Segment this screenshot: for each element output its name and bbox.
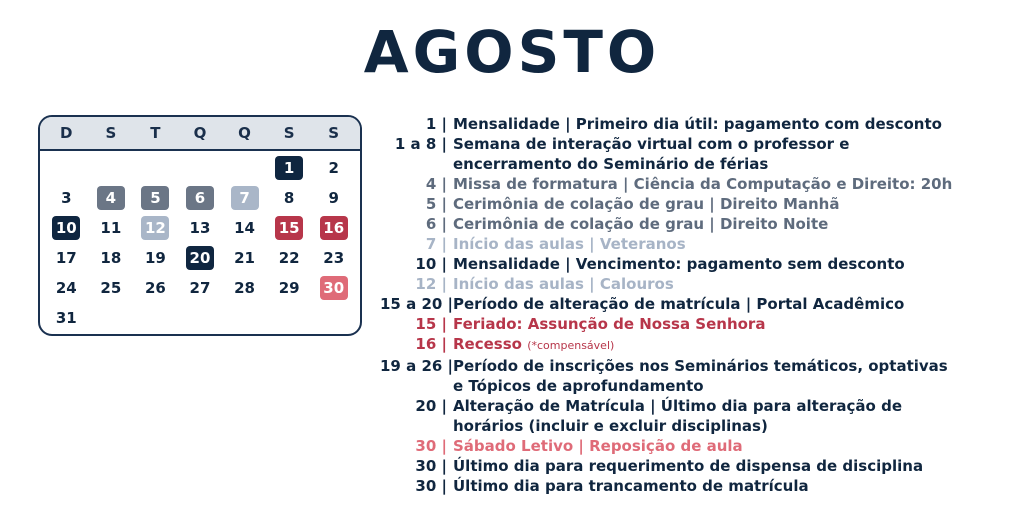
- calendar-cell: [89, 183, 134, 213]
- event-text: Início das aulas | Calouros: [453, 275, 674, 293]
- event-item: [380, 254, 1020, 274]
- event-item: [380, 396, 1020, 436]
- page-title: AGOSTO: [363, 18, 661, 86]
- event-text: Recesso: [453, 335, 522, 353]
- calendar-day: 14: [234, 219, 255, 237]
- event-text-block: [453, 334, 1020, 356]
- calendar-cell: [222, 153, 267, 183]
- weekday-label: D: [60, 124, 73, 142]
- calendar-day: 21: [234, 249, 255, 267]
- calendar-cell: [44, 183, 89, 213]
- calendar-day-highlighted: 6: [186, 186, 214, 210]
- event-date: 6 |: [425, 215, 447, 233]
- calendar-cell: [133, 273, 178, 303]
- event-text-block: [453, 396, 1020, 436]
- event-item: [380, 174, 1020, 194]
- event-item: [380, 234, 1020, 254]
- calendar-cell: [89, 273, 134, 303]
- calendar-cell: [133, 243, 178, 273]
- calendar-cell: [222, 273, 267, 303]
- event-text: Mensalidade | Primeiro dia útil: pagamento com desconto: [453, 115, 942, 133]
- calendar-day: 23: [323, 249, 345, 267]
- event-date: 19 a 26 |: [380, 357, 454, 375]
- calendar-cell: [267, 273, 312, 303]
- event-item: [380, 134, 1020, 174]
- event-text: Alteração de Matrícula | Último dia para alteração de horários (incluir e excluir disciplinas): [453, 397, 902, 435]
- event-text: Feriado: Assunção de Nossa Senhora: [453, 315, 766, 333]
- weekday-label: Q: [238, 124, 251, 142]
- calendar-cell: [44, 243, 89, 273]
- calendar-day: 17: [55, 249, 77, 267]
- event-text-block: [453, 174, 1020, 194]
- event-item: [380, 314, 1020, 334]
- calendar-day: 8: [283, 189, 295, 207]
- calendar-cell: [178, 153, 223, 183]
- calendar-cell: [44, 153, 89, 183]
- calendar-day: 13: [189, 219, 211, 237]
- calendar-cell: [44, 273, 89, 303]
- calendar-cell: [89, 243, 134, 273]
- calendar-day-highlighted: 1: [275, 156, 303, 180]
- event-item: [380, 294, 1020, 314]
- event-date: 4 |: [425, 175, 447, 193]
- calendar-cell: [178, 243, 223, 273]
- calendar-cell: [311, 273, 356, 303]
- event-text: Sábado Letivo | Reposição de aula: [453, 437, 743, 455]
- weekday-label: T: [150, 124, 161, 142]
- calendar-day-highlighted: 7: [231, 186, 259, 210]
- event-text: Cerimônia de colação de grau | Direito Manhã: [453, 195, 840, 213]
- calendar-day: 29: [278, 279, 300, 297]
- calendar-day: 18: [100, 249, 122, 267]
- event-text: Último dia para requerimento de dispensa de disciplina: [453, 457, 924, 475]
- event-date: 15 |: [415, 315, 447, 333]
- event-text-block: [453, 456, 1020, 476]
- event-date: 16 |: [415, 335, 447, 353]
- calendar-day: 2: [328, 159, 339, 177]
- event-date: 10 |: [415, 255, 447, 273]
- calendar-cell: [133, 213, 178, 243]
- weekday-label: S: [328, 124, 340, 142]
- calendar-day-highlighted: 10: [52, 216, 80, 240]
- month-calendar: [38, 115, 362, 336]
- event-text: Último dia para trancamento de matrícula: [453, 477, 809, 495]
- event-text: Mensalidade | Vencimento: pagamento sem desconto: [453, 255, 905, 273]
- event-date: 12 |: [415, 275, 447, 293]
- calendar-day-highlighted: 30: [320, 276, 348, 300]
- calendar-cell: [222, 243, 267, 273]
- weekday-label: S: [105, 124, 117, 142]
- event-date: 5 |: [425, 195, 447, 213]
- calendar-cell: [311, 243, 356, 273]
- event-item: [380, 214, 1020, 234]
- event-item: [380, 456, 1020, 476]
- calendar-day: 11: [100, 219, 122, 237]
- event-text-block: [453, 194, 1020, 214]
- calendar-day-highlighted: 4: [97, 186, 125, 210]
- event-date: 30 |: [415, 457, 447, 475]
- calendar-cell: [178, 183, 223, 213]
- calendar-cell: [133, 153, 178, 183]
- event-text: Cerimônia de colação de grau | Direito Noite: [453, 215, 829, 233]
- event-text-block: [453, 134, 1020, 174]
- event-date: 30 |: [415, 477, 447, 495]
- calendar-day: 25: [100, 279, 122, 297]
- weekday-label: S: [283, 124, 295, 142]
- event-text: Período de alteração de matrícula | Portal Acadêmico: [453, 295, 905, 313]
- calendar-cell: [267, 213, 312, 243]
- event-text-block: [453, 314, 1020, 334]
- event-date: 7 |: [425, 235, 447, 253]
- calendar-cell: [44, 213, 89, 243]
- calendar-grid: [40, 151, 360, 333]
- calendar-day: 3: [61, 189, 72, 207]
- event-date: 1 a 8 |: [394, 135, 447, 153]
- event-text: Missa de formatura | Ciência da Computação e Direito: 20h: [453, 175, 953, 193]
- event-text-block: [453, 114, 1020, 134]
- event-date: 30 |: [415, 437, 447, 455]
- event-list: [380, 114, 1020, 496]
- event-item: [380, 334, 1020, 356]
- calendar-day-highlighted: 12: [141, 216, 169, 240]
- calendar-day: 27: [189, 279, 211, 297]
- calendar-cell: [311, 153, 356, 183]
- calendar-day: 19: [144, 249, 166, 267]
- event-item: [380, 194, 1020, 214]
- event-text-block: [453, 234, 1020, 254]
- calendar-day-highlighted: 5: [141, 186, 169, 210]
- calendar-cell: [222, 183, 267, 213]
- weekday-header: [40, 117, 360, 151]
- event-note: (*compensável): [527, 339, 615, 352]
- calendar-cell: [267, 153, 312, 183]
- event-item: [380, 476, 1020, 496]
- calendar-cell: [311, 213, 356, 243]
- calendar-day: 28: [234, 279, 255, 297]
- calendar-cell: [267, 243, 312, 273]
- event-date: 15 a 20 |: [380, 295, 454, 313]
- event-item: [380, 274, 1020, 294]
- calendar-cell: [178, 273, 223, 303]
- event-item: [380, 356, 1020, 396]
- calendar-day: 26: [144, 279, 166, 297]
- calendar-day: 9: [328, 189, 339, 207]
- calendar-day-highlighted: 20: [186, 246, 214, 270]
- event-text: Semana de interação virtual com o professor e encerramento do Seminário de férias: [453, 135, 850, 173]
- calendar-cell: [267, 183, 312, 213]
- calendar-day: 31: [55, 309, 77, 327]
- calendar-day-highlighted: 16: [320, 216, 348, 240]
- event-item: [380, 436, 1020, 456]
- calendar-cell: [311, 183, 356, 213]
- calendar-cell: [44, 303, 89, 333]
- calendar-cell: [89, 213, 134, 243]
- event-date: 1 |: [425, 115, 447, 133]
- event-text: Período de inscrições nos Seminários temáticos, optativas e Tópicos de aprofundamento: [453, 357, 948, 395]
- event-text-block: [453, 294, 1020, 314]
- calendar-day-highlighted: 15: [275, 216, 303, 240]
- calendar-cell: [133, 183, 178, 213]
- event-item: [380, 114, 1020, 134]
- calendar-cell: [178, 213, 223, 243]
- event-text-block: [453, 476, 1020, 496]
- calendar-day: 24: [55, 279, 77, 297]
- event-text-block: [453, 436, 1020, 456]
- event-text-block: [453, 214, 1020, 234]
- calendar-cell: [222, 213, 267, 243]
- weekday-label: Q: [193, 124, 207, 142]
- event-text-block: [453, 356, 1020, 396]
- calendar-day: 22: [278, 249, 300, 267]
- event-text-block: [453, 274, 1020, 294]
- event-date: 20 |: [415, 397, 447, 415]
- event-text-block: [453, 254, 1020, 274]
- calendar-cell: [89, 153, 134, 183]
- event-text: Início das aulas | Veteranos: [453, 235, 686, 253]
